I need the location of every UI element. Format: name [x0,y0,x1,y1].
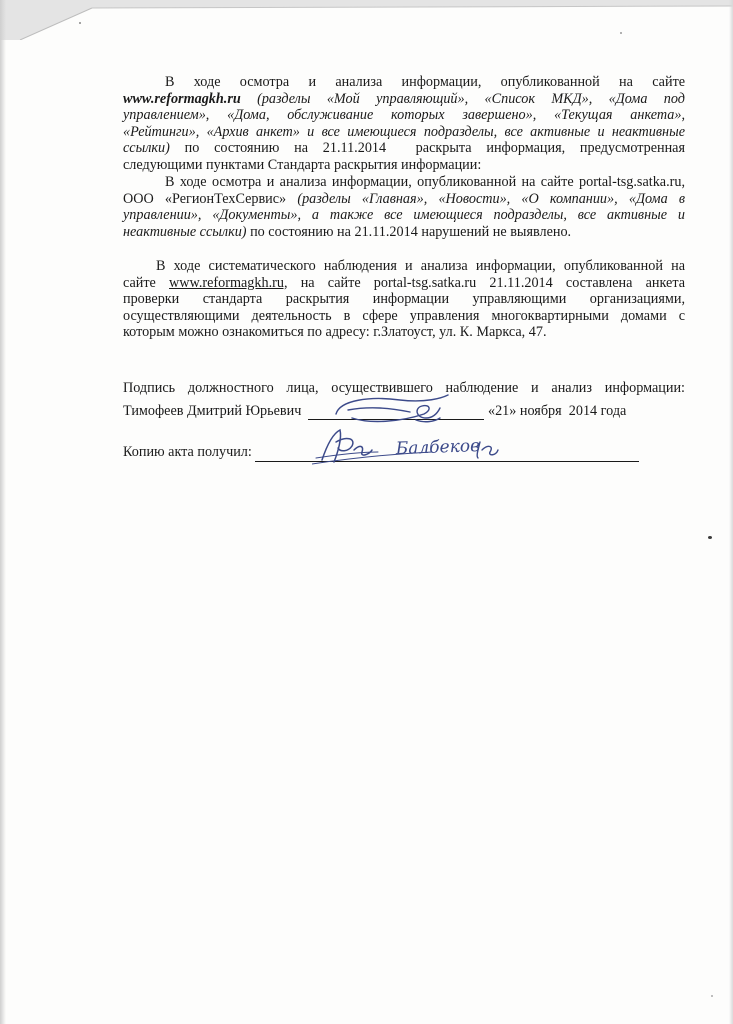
text-line: ссылки) по состоянию на 21.11.2014 раскрыта информация, предусмотренная [123,140,685,157]
text-line: которым можно ознакомиться по адресу: г.Златоуст, ул. К. Маркса, 47. [123,324,547,341]
signature-date: «21» ноября 2014 года [487,402,627,419]
scan-speck [79,22,81,24]
text-line: сайте www.reformagkh.ru, на сайте portal-tsg.satka.ru 21.11.2014 составлена анкета [123,274,686,291]
site-name: www.reformagkh.ru [123,90,241,107]
text-line: неактивные ссылки) по состоянию на 21.11.2014 нарушений не выявлено. [123,223,572,240]
text-line: www.reformagkh.ru (разделы «Мой управляющий», «Список МКД», «Дома под [123,90,685,107]
text-line: «Рейтинги», «Архив анкет» и все имеющиеся подразделы, все активные и неактивные [123,123,685,140]
signature-block [123,380,685,419]
scan-speck [708,536,712,539]
reformagkh-link[interactable]: www.reformagkh.ru, [169,274,288,291]
text-line: ООО «РегионТехСервис» (разделы «Главная», «Новости», «О компании», «Дома в [123,190,686,207]
signature-field [308,403,484,421]
text-line: управлением», «Дома, обслуживание которых завершено», «Текущая анкета», [123,107,685,124]
copy-received-field [255,444,639,462]
paragraph-systematic-observation [123,258,685,341]
signer-name: Тимофеев Дмитрий Юрьевич [123,402,302,419]
text-line: В ходе систематического наблюдения и анализа информации, опубликованной на [156,258,685,274]
copy-received-row [123,444,685,461]
scan-corner-artifact [0,0,733,40]
scan-edge-left [0,0,6,1024]
scan-speck [711,995,713,997]
text-line: В ходе осмотра и анализа информации, опубликованной на сайте [165,74,686,90]
text-line: управлении», «Документы», а также все имеющиеся подразделы, все активные и [123,207,685,224]
text-line: проверки стандарта раскрытия информации управляющими организациями, [123,291,685,308]
text-line: следующими пунктами Стандарта раскрытия информации: [123,156,482,173]
signature-caption: Подпись должностного лица, осуществившего наблюдение и анализ информации: [123,380,685,396]
copy-received-label: Копию акта получил: [123,444,252,460]
paragraph-reformagkh [123,74,685,174]
copy-received-block [123,444,685,461]
recipient-handwritten-name: Балбеков [395,436,481,459]
text-line: В ходе осмотра и анализа информации, опубликованной на сайте portal-tsg.satka.ru, [165,174,685,190]
scan-speck [620,32,622,34]
text-line: осуществляющими деятельность в сфере управления многоквартирными домами с [123,307,685,324]
paragraph-portal-tsg [123,174,685,240]
signature-row [123,403,685,420]
scan-edge-right [729,0,733,1024]
